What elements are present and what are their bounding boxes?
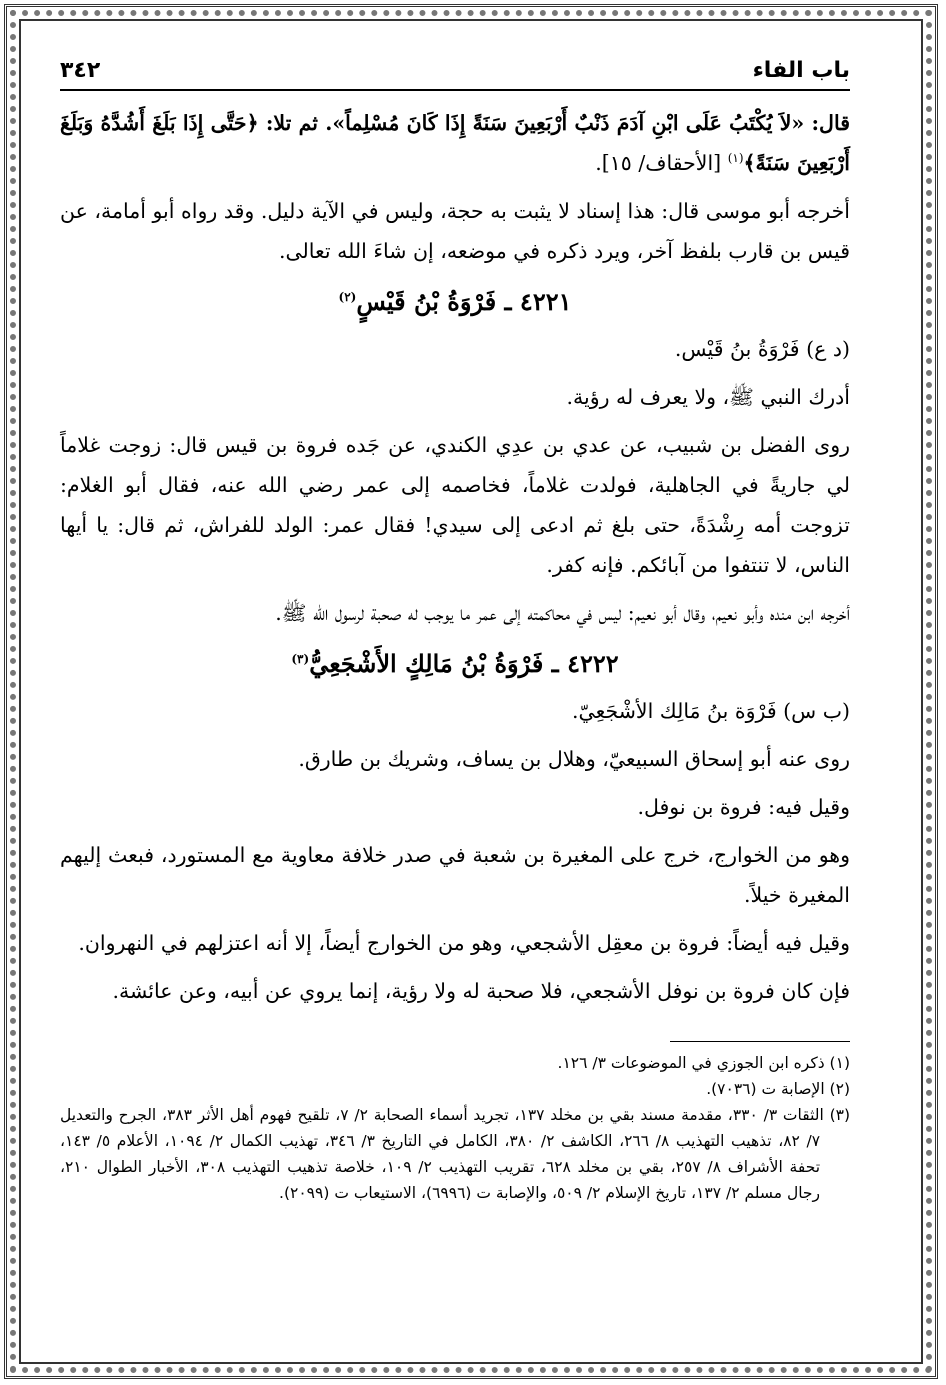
hadith-paragraph bbox=[60, 103, 850, 183]
page-number: ٣٤٢ bbox=[60, 58, 101, 83]
entry-title: ٤٢٢٢ ـ فَرْوَةُ بْنُ مَالِكٍ الأَشْجَعِيُّ bbox=[309, 649, 619, 678]
entry-4222-conclusion: فإن كان فروة بن نوفل الأشجعي، فلا صحبة له ولا رؤية، إنما يروي عن أبيه، وعن عائشة. bbox=[112, 979, 850, 1003]
chapter-title: باب الفاء bbox=[752, 58, 850, 83]
entry-4221-status: أدرك النبي ﷺ، ولا يعرف له رؤية. bbox=[566, 385, 850, 409]
entry-4222-narrators: روى عنه أبو إسحاق السبيعيّ، وهلال بن يساف، وشريك بن طارق. bbox=[298, 747, 850, 771]
footnote-1: (١) ذكره ابن الجوزي في الموضوعات ٣/ ١٢٦. bbox=[557, 1054, 850, 1072]
footnote-ref-2: (٢) bbox=[338, 290, 357, 304]
footnote-separator bbox=[670, 1041, 850, 1042]
entry-title: ٤٢٢١ ـ فَرْوَةُ بْنُ قَيْسٍ bbox=[356, 287, 572, 316]
footnotes bbox=[60, 1050, 850, 1206]
running-header bbox=[60, 58, 850, 91]
footnote-ref-1: (١) bbox=[727, 151, 744, 166]
takhrij-paragraph: أخرجه أبو موسى قال: هذا إسناد لا يثبت به حجة، وليس في الآية دليل. وقد رواه أبو أمامة، عن قيس بن قارب بلفظ آخر، ويرد ذكره في موضعه، إن شاءَ الله تعالى. bbox=[60, 199, 850, 263]
entry-4222-khawarij: وهو من الخوارج، خرج على المغيرة بن شعبة في صدر خلافة معاوية مع المستورد، فبعث إليهم المغيرة خيلاً. bbox=[60, 843, 850, 907]
entry-4222-name: (ب س) فَرْوَة بنُ مَالِك الأشْجَعِيّ. bbox=[571, 699, 850, 723]
entry-heading-4222 bbox=[60, 641, 850, 687]
quran-citation: [الأحقاف/ ١٥]. bbox=[595, 151, 728, 175]
entry-4222-alias-2: وقيل فيه أيضاً: فروة بن معقِل الأشجعي، وهو من الخوارج أيضاً، إلا أنه اعتزلهم في النهروان. bbox=[78, 931, 850, 955]
footnote-3: (٣) الثقات ٣/ ٣٣٠، مقدمة مسند بقي بن مخلد ١٣٧، تجريد أسماء الصحابة ٢/ ٧، تلقيح فهوم أهل الأثر ٣٨٣، الجرح والتعديل ٧/ ٨٢، تذهيب التهذيب ٨/ ٢٦٦، الكاشف ٢/ ٣٨٠، الكامل في التاريخ ٣/ ٣٤٦، تهذيب الكمال ٢/ ١٠٩٤، الأعلام ٥/ ١٤٣، تحفة الأشراف ٨/ ٢٥٧، بقي بن مخلد ٦٢٨، تقريب التهذيب ٢/ ١٠٩، خلاصة تذهيب التهذيب ٣٠٨، الأخبار الطوال ٢١٠، رجال مسلم ٢/ ١٣٧، تاريخ الإسلام ٢/ ٥٠٩، والإصابة ت (٦٩٩٦)، الاستيعاب ت (٢٠٩٩). bbox=[60, 1106, 851, 1202]
entry-4221-narration: روى الفضل بن شبيب، عن عدي بن عدِي الكندي، عن جَده فروة بن قيس قال: زوجت غلاماً لي جاريةً في الجاهلية، فولدت غلاماً، فخاصمه إلى عمر رضي الله عنه، فقال أبو الغلام: تزوجت أمه رِشْدَةً، حتى بلغ ثم ادعى إلى سيدي! فقال عمر: الولد للفراش، ثم قال: يا أيها الناس، لا تنتفوا من آبائكم. فإنه كفر. bbox=[60, 433, 850, 577]
entry-4221-name: (د ع) فَرْوَةُ بنُ قَيْس. bbox=[674, 337, 850, 361]
hadith-quote: قال: «لاَ يُكْتَبُ عَلَى ابْنِ آدَمَ ذَنْبٌ أَرْبَعِينَ سَنَةً إِذَا كَانَ مُسْلِماً». ثم تلا: ﴿حَتَّى إِذَا بَلَغَ أَشُدَّهُ وَبَلَغَ أَرْبَعِينَ سَنَةً﴾ bbox=[60, 111, 850, 175]
footnote-2: (٢) الإصابة ت (٧٠٣٦). bbox=[706, 1080, 850, 1098]
main-text bbox=[60, 103, 850, 1011]
entry-4221-takhrij: أخرجه ابن منده وأبو نعيم، وقال أبو نعيم: ليس في محاكمته إلى عمر ما يوجب له صحبة لرسول الله ﷺ. bbox=[275, 601, 850, 625]
entry-heading-4221 bbox=[60, 279, 850, 325]
book-page bbox=[60, 58, 850, 1348]
entry-4222-alias: وقيل فيه: فروة بن نوفل. bbox=[637, 795, 850, 819]
footnote-ref-3: (٣) bbox=[291, 652, 310, 666]
